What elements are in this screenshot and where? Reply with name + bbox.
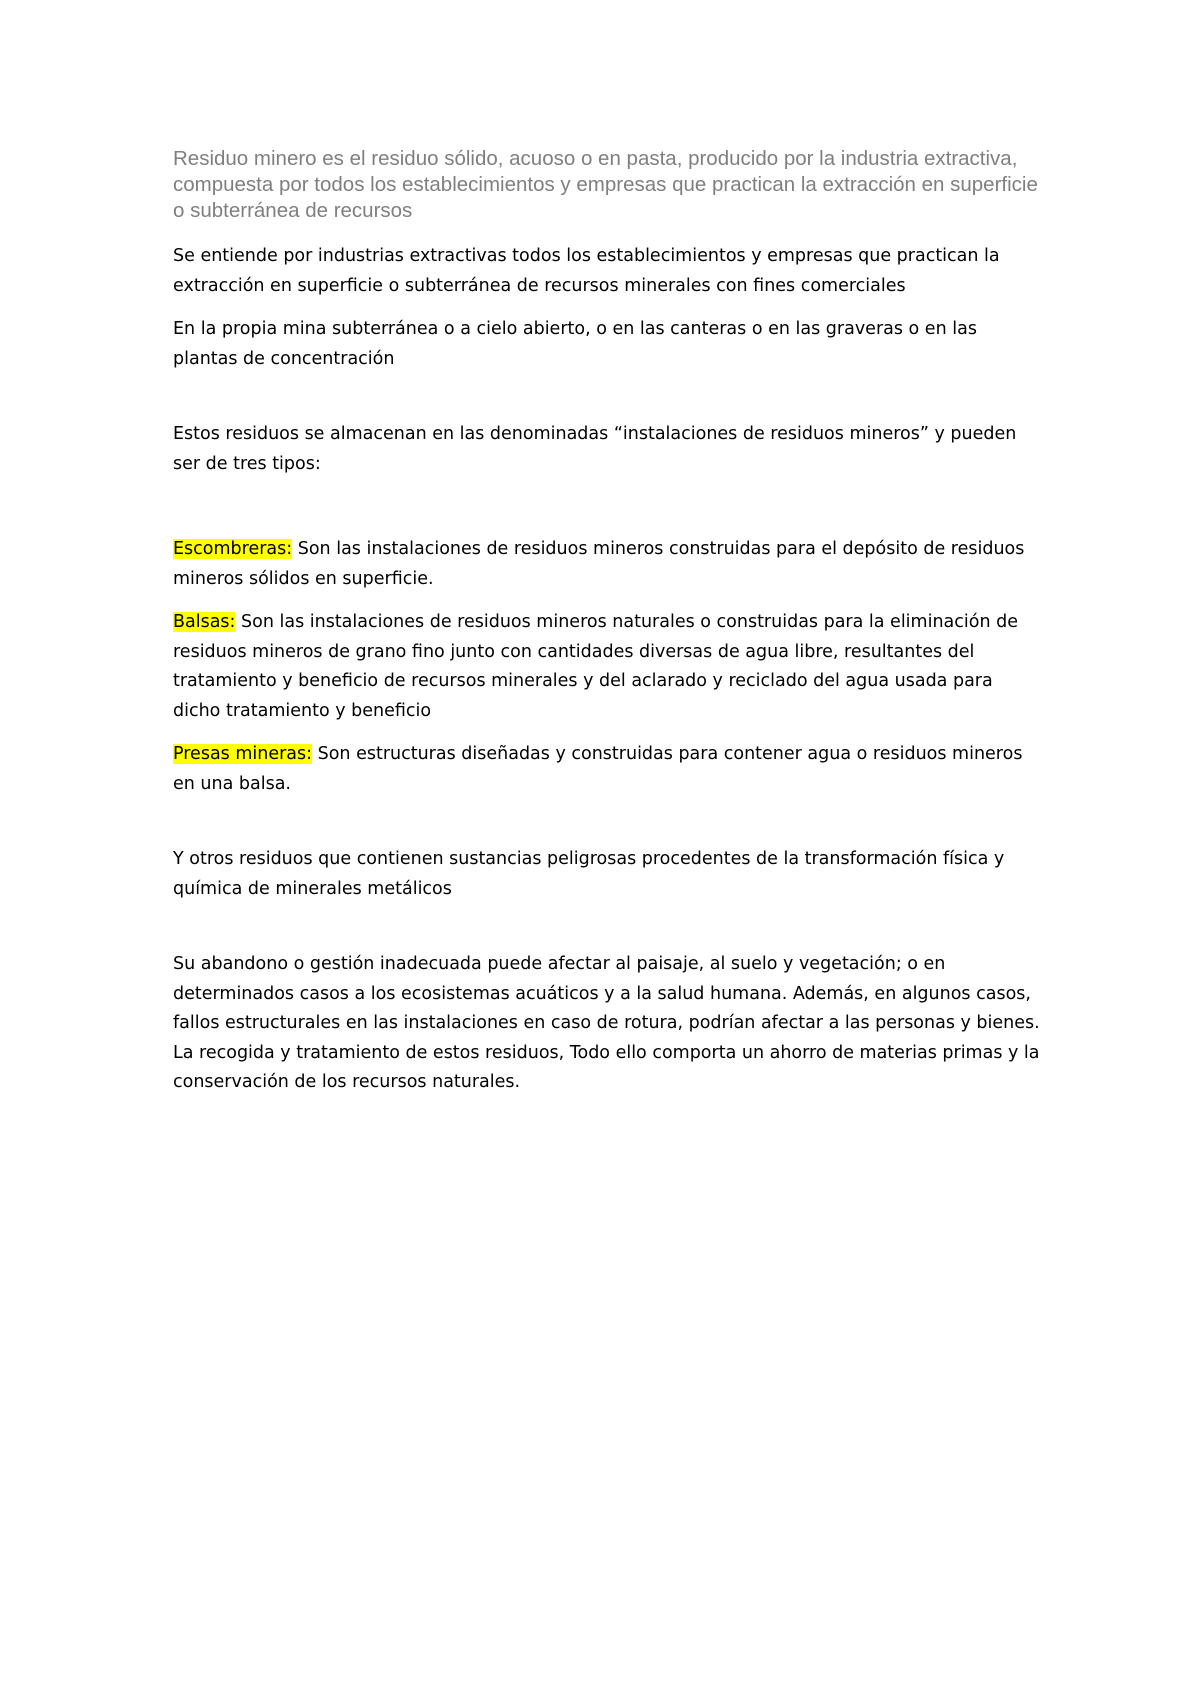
type-description: Son las instalaciones de residuos mineros naturales o construidas para la eliminación de residuos mineros de grano fino junto con cantidades diversas de agua libre, resultantes del tratamiento y beneficio de recursos minerales y del aclarado y reciclado del agua usada para dicho tratamiento y beneficio: [173, 612, 1018, 721]
type-item-balsas: [173, 608, 1043, 726]
paragraph-impact: Su abandono o gestión inadecuada puede afectar al paisaje, al suelo y vegetación; o en determinados casos a los ecosistemas acuáticos y a la salud humana. Además, en algunos casos, fallos estructurales en las instalaciones en caso de rotura, podrían afectar a las personas y bienes. La recogida y tratamiento de estos residuos, Todo ello comporta un ahorro de materias primas y la conservación de los recursos naturales.: [173, 954, 1040, 1092]
type-item-presas-mineras: [173, 740, 1043, 799]
paragraph-storage: Estos residuos se almacenan en las denominadas “instalaciones de residuos mineros” y pueden ser de tres tipos:: [173, 424, 1017, 474]
paragraph-extractive-industries: Se entiende por industrias extractivas todos los establecimientos y empresas que practican la extracción en superficie o subterránea de recursos minerales con fines comerciales: [173, 246, 1000, 296]
type-item-escombreras: [173, 535, 1043, 594]
highlighted-term: Balsas:: [173, 612, 236, 632]
document-body: [173, 146, 1043, 1112]
type-description: Son las instalaciones de residuos mineros construidas para el depósito de residuos mineros sólidos en superficie.: [173, 539, 1025, 589]
highlighted-term: Presas mineras:: [173, 744, 313, 764]
highlighted-term: Escombreras:: [173, 539, 293, 559]
paragraph-locations: En la propia mina subterránea o a cielo abierto, o en las canteras o en las graveras o en las plantas de concentración: [173, 319, 977, 369]
intro-paragraph: Residuo minero es el residuo sólido, acuoso o en pasta, producido por la industria extractiva, compuesta por todos los establecimientos y empresas que practican la extracción en superficie o subterránea de recursos: [173, 147, 1038, 222]
paragraph-other-residues: Y otros residuos que contienen sustancias peligrosas procedentes de la transformación física y química de minerales metálicos: [173, 849, 1005, 899]
type-description: Son estructuras diseñadas y construidas para contener agua o residuos mineros en una balsa.: [173, 744, 1023, 794]
